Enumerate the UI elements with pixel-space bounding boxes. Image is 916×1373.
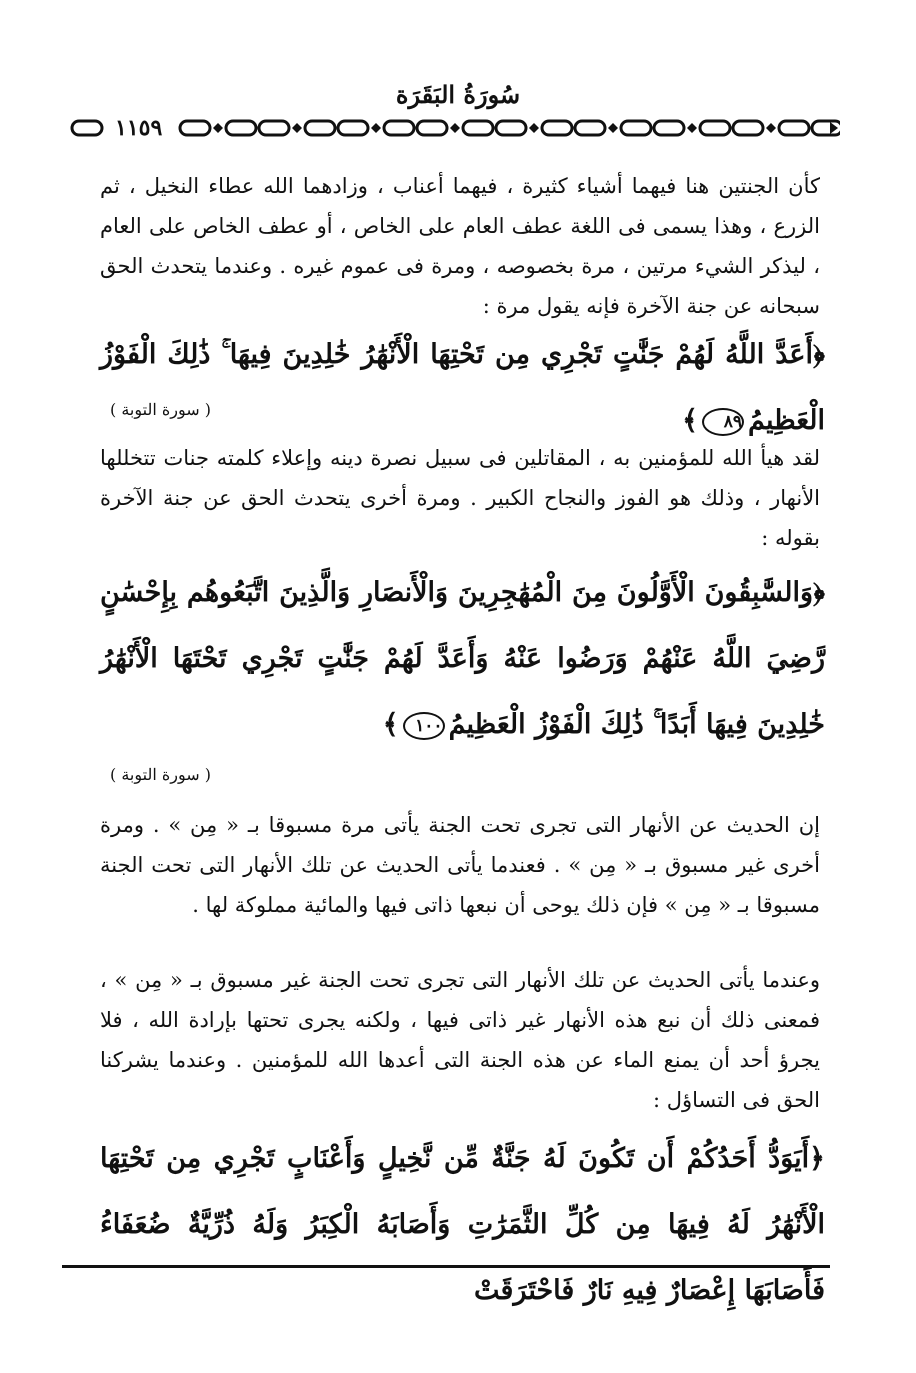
ornament-link	[621, 121, 651, 135]
verse-source-label: ( سورة التوبة )	[110, 400, 211, 419]
ornament-link	[338, 121, 368, 135]
ornament-diamond	[608, 123, 618, 133]
ornament-link	[779, 121, 809, 135]
ornament-end-cap	[830, 122, 838, 134]
verse-open-bracket: ﴿	[813, 339, 825, 370]
ornament-link	[733, 121, 763, 135]
ornament-link	[496, 121, 526, 135]
surah-title: سُورَةُ البَقَرَة	[395, 80, 521, 109]
ornament-link	[700, 121, 730, 135]
ornament-chain	[70, 113, 840, 143]
paragraph-1: كأن الجنتين هنا فيهما أشياء كثيرة ، فيهما أعناب ، وزادهما الله عطاء النخيل ، ثم الزرع ، وهذا يسمى فى اللغة عطف العام على الخاص ، أو عطف الخاص على العام ، ليذكر الشيء مرتين ، مرة بخصوصه ، ومرة فى عموم غيره . وعندما يتحدث الحق سبحانه عن جنة الآخرة فإنه يقول مرة :	[100, 174, 820, 318]
ornament-diamond	[687, 123, 697, 133]
ornament-link	[575, 121, 605, 135]
ornament-link	[259, 121, 289, 135]
ornament-link	[417, 121, 447, 135]
verse-3	[100, 1126, 825, 1324]
ornament-diamond	[213, 123, 223, 133]
ornamental-header-band	[70, 113, 840, 143]
verse-open-bracket: ﴿	[813, 577, 825, 608]
verse-text: أَعَدَّ اللَّهُ لَهُمْ جَنَّٰتٍ تَجْرِي مِن تَحْتِهَا الْأَنْهَٰرُ خَٰلِدِينَ فِيهَا ۚ ذَٰلِكَ الْفَوْزُ الْعَظِيمُ	[100, 339, 825, 436]
ornament-diamond	[292, 123, 302, 133]
ornament-link	[180, 121, 210, 135]
ornament-link	[463, 121, 493, 135]
ornament-link	[654, 121, 684, 135]
verse-1	[100, 322, 825, 454]
ayah-number-marker: ١٠٠	[403, 712, 445, 740]
ayah-number-marker: ٨٩	[702, 408, 744, 436]
verse-2	[100, 560, 825, 758]
verse-open-bracket: ﴿	[809, 1143, 825, 1174]
verse-text: أَيَوَدُّ أَحَدُكُمْ أَن تَكُونَ لَهُ جَنَّةٌ مِّن نَّخِيلٍ وَأَعْنَابٍ تَجْرِي مِن تَحْتِهَا الْأَنْهَٰرُ لَهُ فِيهَا مِن كُلِّ الثَّمَرَٰتِ وَأَصَابَهُ الْكِبَرُ وَلَهُ ذُرِّيَّةٌ ضُعَفَاءُ فَأَصَابَهَا إِعْصَارٌ فِيهِ نَارٌ فَاحْتَرَقَتْ	[100, 1143, 825, 1306]
ornament-link	[542, 121, 572, 135]
page-number: ١١٥٩	[112, 113, 165, 143]
ornament-diamond	[371, 123, 381, 133]
ornament-link	[226, 121, 256, 135]
ornament-link	[305, 121, 335, 135]
ornament-diamond	[766, 123, 776, 133]
ornament-diamond	[529, 123, 539, 133]
verse-text: وَالسَّٰبِقُونَ الْأَوَّلُونَ مِنَ الْمُهَٰجِرِينَ وَالْأَنصَارِ وَالَّذِينَ اتَّبَعُوهُم بِإِحْسَٰنٍ رَّضِيَ اللَّهُ عَنْهُمْ وَرَضُوا عَنْهُ وَأَعَدَّ لَهُمْ جَنَّٰتٍ تَجْرِي تَحْتَهَا الْأَنْهَٰرُ خَٰلِدِينَ فِيهَا أَبَدًا ۚ ذَٰلِكَ الْفَوْزُ الْعَظِيمُ	[100, 577, 825, 740]
ornament-diamond	[450, 123, 460, 133]
paragraph-3: إن الحديث عن الأنهار التى تجرى تحت الجنة يأتى مرة مسبوقا بـ « مِن » . ومرة أخرى غير مسبوق بـ « مِن » . فعندما يأتى الحديث عن تلك الأنهار التى تحت الجنة مسبوقا بـ « مِن » فإن ذلك يوحى أن نبعها ذاتى فيها والمائية مملوكة لها .	[100, 813, 820, 917]
verse-close-bracket: ﴾	[682, 405, 698, 436]
bottom-rule	[62, 1265, 830, 1268]
ornament-link	[384, 121, 414, 135]
paragraph-2: لقد هيأ الله للمؤمنين به ، المقاتلين فى سبيل نصرة دينه وإعلاء كلمته جنات تتخللها الأنهار ، وذلك هو الفوز والنجاح الكبير . ومرة أخرى يتحدث الحق عن جنة الآخرة بقوله :	[100, 446, 820, 550]
verse-source-label: ( سورة التوبة )	[110, 765, 211, 784]
ornament-link	[72, 121, 102, 135]
verse-close-bracket: ﴾	[382, 709, 399, 740]
paragraph-4: وعندما يأتى الحديث عن تلك الأنهار التى تجرى تحت الجنة غير مسبوق بـ « مِن » ، فمعنى ذلك أن نبع هذه الأنهار غير ذاتى فيها ، ولكنه يجرى تحتها بإرادة الله ، فلا يجرؤ أحد أن يمنع الماء عن هذه الجنة التى أعدها الله للمؤمنين . وعندما يشركنا الحق فى التساؤل :	[100, 968, 820, 1112]
